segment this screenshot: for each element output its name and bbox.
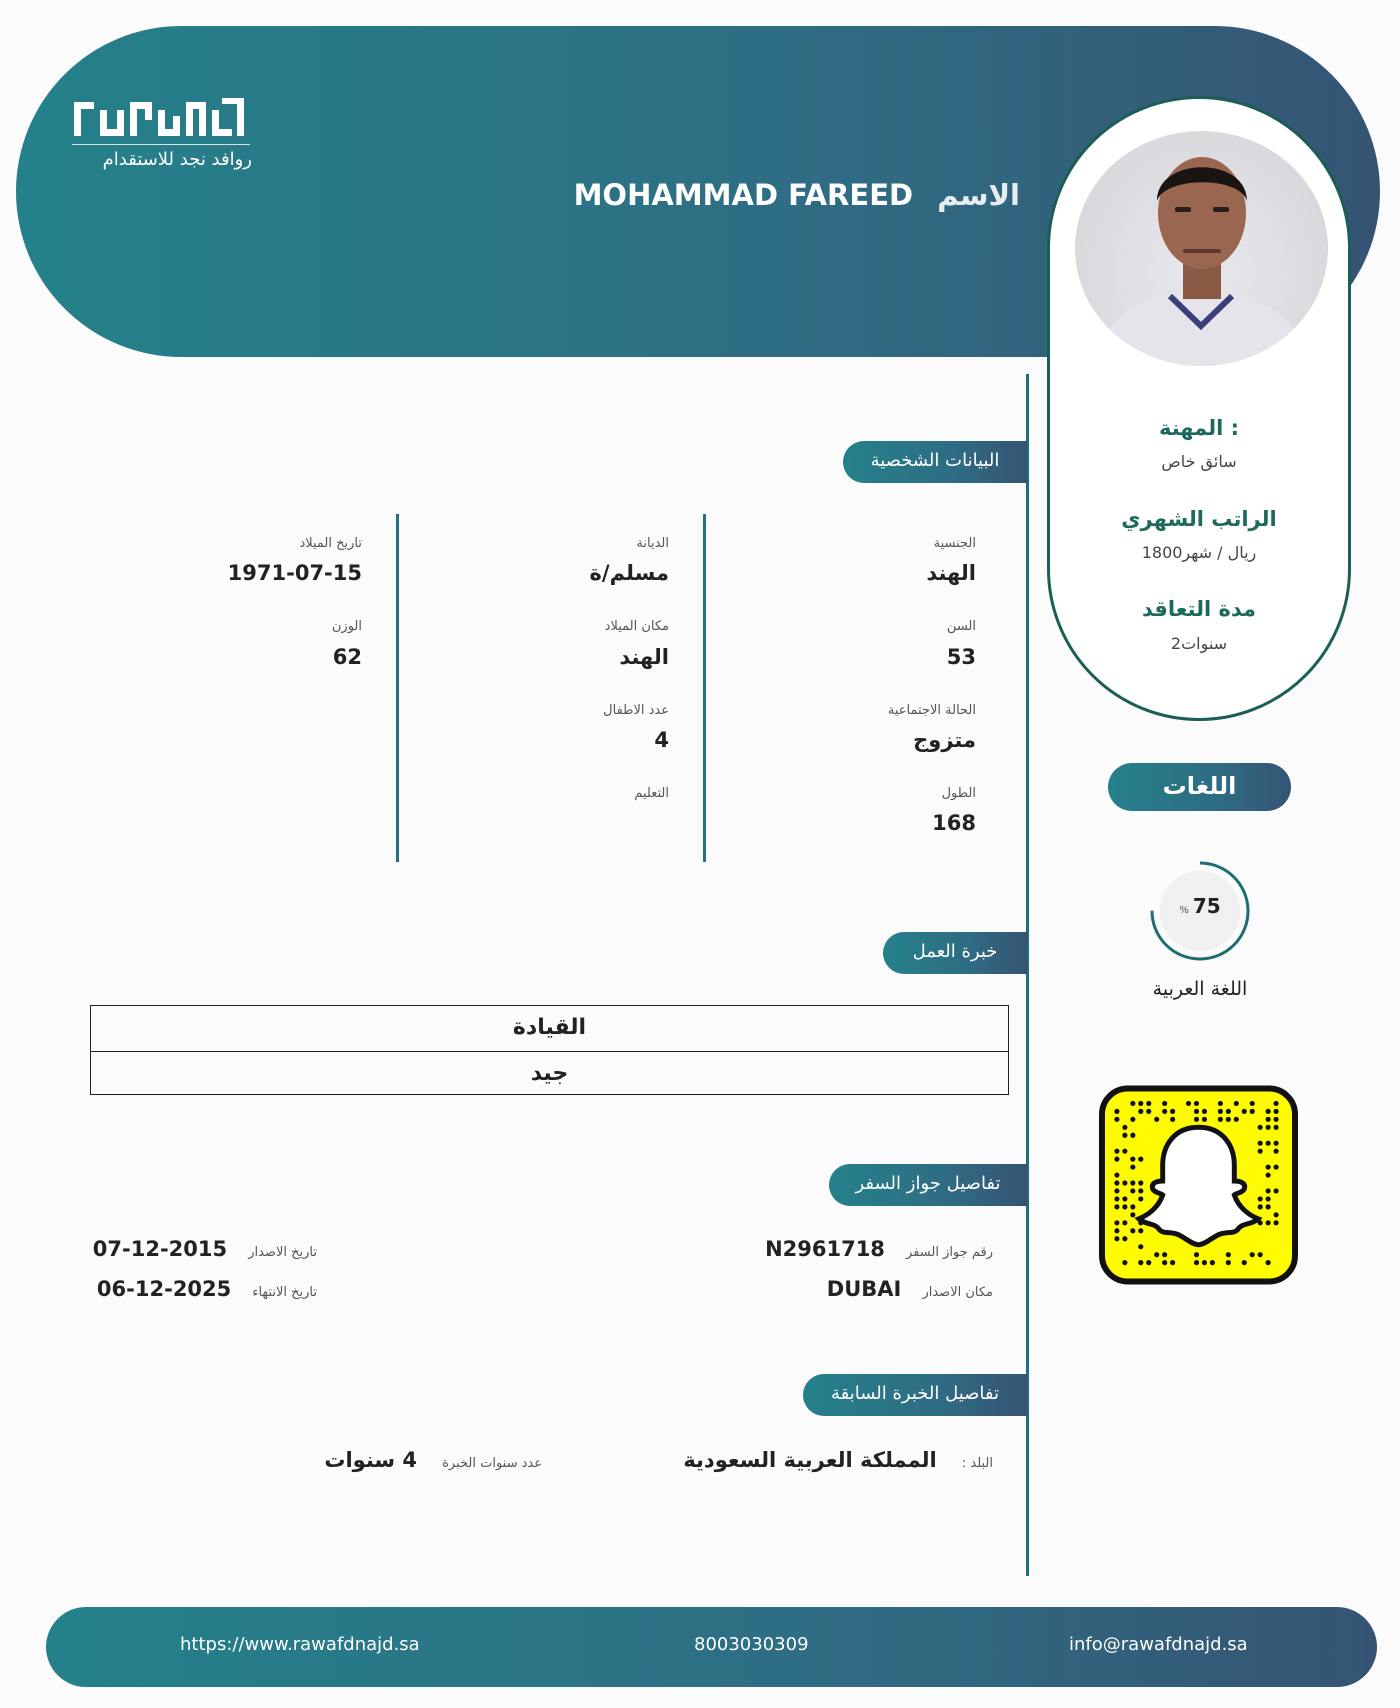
snapcode-dot [1122, 1204, 1127, 1209]
religion-value: مسلم/ة [589, 561, 669, 585]
snapcode-dot [1234, 1117, 1239, 1122]
country-label: البلد : [961, 1456, 993, 1471]
snapcode-dot [1162, 1252, 1167, 1257]
snapcode-dot [1274, 1125, 1279, 1130]
snapcode-dot [1194, 1109, 1199, 1114]
age-label: السن [946, 619, 976, 634]
snapcode-dot [1154, 1117, 1159, 1122]
snapcode-dot [1250, 1252, 1255, 1257]
passport-number-value: N2961718 [765, 1237, 885, 1261]
height-value: 168 [932, 811, 976, 835]
snapcode-dot [1162, 1260, 1167, 1265]
snapcode-dot [1122, 1180, 1127, 1185]
birthdate-label: تاريخ الميلاد [299, 536, 362, 551]
nationality-value: الهند [926, 561, 976, 585]
snapcode-dot [1170, 1109, 1175, 1114]
column-divider [396, 514, 399, 862]
contract-value: 2سنوات [1170, 634, 1228, 653]
snapcode-dot [1234, 1101, 1239, 1106]
skill-name: القيادة [512, 1015, 587, 1040]
snapcode-dot [1186, 1101, 1191, 1106]
snapcode-dot [1122, 1220, 1127, 1225]
snapcode-dot [1154, 1252, 1159, 1257]
snapcode-dot [1274, 1212, 1279, 1217]
previous-years-row [324, 1448, 542, 1472]
snapcode-dot [1122, 1260, 1127, 1265]
snapcode-dot [1258, 1125, 1263, 1130]
snapcode-dot [1130, 1228, 1135, 1233]
snapcode-dot [1258, 1204, 1263, 1209]
person-icon [1075, 131, 1328, 366]
name-label: الاسم [937, 178, 1020, 212]
marital-label: الحالة الاجتماعية [887, 703, 976, 718]
footer-phone[interactable]: 8003030309 [694, 1634, 809, 1655]
snapcode-dot [1274, 1141, 1279, 1146]
snapcode-dot [1114, 1157, 1119, 1162]
snapcode-dot [1114, 1236, 1119, 1241]
snapcode-dot [1114, 1149, 1119, 1154]
snapcode-dot [1146, 1101, 1151, 1106]
snapcode-dot [1130, 1101, 1135, 1106]
passport-number-row [765, 1237, 993, 1261]
salary-label: الراتب الشهري [1121, 507, 1277, 531]
snapcode-dot [1146, 1109, 1151, 1114]
snapcode-dot [1226, 1260, 1231, 1265]
snapcode-dot [1274, 1188, 1279, 1193]
snapcode-dot [1202, 1109, 1207, 1114]
profile-photo [1075, 131, 1328, 366]
language-percent: % 75 [1179, 894, 1221, 918]
snapcode-dot [1266, 1204, 1271, 1209]
name-line [574, 178, 1020, 212]
snapcode-dot [1130, 1165, 1135, 1170]
snapcode-dot [1122, 1196, 1127, 1201]
snapcode-dot [1210, 1260, 1215, 1265]
snapcode-dot [1122, 1236, 1127, 1241]
nationality-label: الجنسية [933, 536, 976, 551]
snapcode-dot [1146, 1260, 1151, 1265]
snapcode-dot [1266, 1220, 1271, 1225]
children-label: عدد الاطفال [603, 703, 669, 718]
snapcode-dot [1218, 1101, 1223, 1106]
passport-issue-row [93, 1237, 317, 1261]
snapcode-dot [1266, 1188, 1271, 1193]
languages-title: اللغات [1108, 763, 1291, 811]
passport-number-label: رقم جواز السفر [906, 1245, 993, 1260]
snapcode-dot [1226, 1109, 1231, 1114]
name-value: MOHAMMAD FAREED [573, 178, 914, 212]
snapcode-icon[interactable] [1099, 1085, 1298, 1285]
snapcode-dot [1138, 1109, 1143, 1114]
snapcode-dot [1218, 1109, 1223, 1114]
previous-country-row [683, 1448, 993, 1472]
weight-value: 62 [332, 645, 362, 669]
birthdate-value: 1971-07-15 [227, 561, 362, 585]
snapcode-dot [1130, 1212, 1135, 1217]
snapcode-dot [1218, 1117, 1223, 1122]
snapcode-dot [1114, 1196, 1119, 1201]
snapcode-dot [1274, 1101, 1279, 1106]
height-label: الطول [941, 786, 976, 801]
snapcode-dot [1114, 1220, 1119, 1225]
snapcode-dot [1274, 1165, 1279, 1170]
footer-email-link[interactable]: info@rawafdnajd.sa [1069, 1634, 1248, 1655]
birthplace-label: مكان الميلاد [604, 619, 669, 634]
section-passport: تفاصيل جواز السفر [829, 1164, 1027, 1206]
snapcode-dot [1226, 1117, 1231, 1122]
issue-date-label: تاريخ الاصدار [248, 1245, 317, 1260]
children-value: 4 [654, 728, 669, 752]
snapcode-dot [1266, 1125, 1271, 1130]
snapcode-dot [1266, 1196, 1271, 1201]
snapcode-dot [1274, 1220, 1279, 1225]
snapcode-dot [1258, 1196, 1263, 1201]
snapcode-dot [1274, 1149, 1279, 1154]
age-value: 53 [946, 645, 976, 669]
issue-date-value: 2015-12-07 [92, 1237, 228, 1261]
snapcode-dot [1114, 1180, 1119, 1185]
skill-level: جيد [91, 1051, 1008, 1097]
snapcode-dot [1250, 1109, 1255, 1114]
snapcode-dot [1138, 1244, 1143, 1249]
years-value: 4 سنوات [324, 1448, 418, 1472]
snapcode-dot [1202, 1117, 1207, 1122]
snapcode-dot [1266, 1117, 1271, 1122]
profession-label: المهنة : [1158, 416, 1240, 440]
logo-mark-icon [72, 96, 250, 142]
snapcode-dot [1114, 1188, 1119, 1193]
snapcode-dot [1122, 1149, 1127, 1154]
snapcode-dot [1266, 1260, 1271, 1265]
snapcode-dot [1258, 1141, 1263, 1146]
snapcode-dot [1170, 1117, 1175, 1122]
snapcode-dot [1138, 1101, 1143, 1106]
snapcode-dot [1138, 1228, 1143, 1233]
section-personal: البيانات الشخصية [843, 441, 1027, 483]
snapcode-dot [1266, 1172, 1271, 1177]
snapcode-dot [1194, 1117, 1199, 1122]
snapcode-dot [1258, 1252, 1263, 1257]
religion-label: الديانة [636, 536, 669, 551]
snapcode-dot [1162, 1101, 1167, 1106]
column-divider [703, 514, 706, 862]
language-name: اللغة العربية [1152, 978, 1248, 1000]
snapcode-dot [1170, 1260, 1175, 1265]
salary-value: 1800ريال / شهر [1141, 543, 1257, 562]
snapcode-dot [1266, 1141, 1271, 1146]
snapcode-dot [1114, 1204, 1119, 1209]
section-experience: خبرة العمل [883, 932, 1027, 974]
logo-text: روافد نجد للاستقدام [102, 149, 252, 170]
snapcode-dot [1130, 1180, 1135, 1185]
snapcode-dot [1258, 1149, 1263, 1154]
contract-label: مدة التعاقد [1141, 597, 1257, 621]
birthplace-value: الهند [619, 645, 669, 669]
snapcode-dot [1130, 1157, 1135, 1162]
snapcode-dot [1194, 1252, 1199, 1257]
snapcode-dot [1114, 1172, 1119, 1177]
snapcode-dot [1138, 1180, 1143, 1185]
snapcode-dot [1226, 1252, 1231, 1257]
marital-value: متزوج [913, 728, 976, 752]
snapcode-dot [1138, 1188, 1143, 1193]
passport-place-value: DUBAI [826, 1277, 902, 1301]
snapcode-dot [1194, 1101, 1199, 1106]
snapcode-dot [1194, 1260, 1199, 1265]
snapcode-dot [1274, 1117, 1279, 1122]
skills-table [90, 1005, 1009, 1095]
snapcode-dot [1122, 1133, 1127, 1138]
snapcode-dot [1114, 1109, 1119, 1114]
expiry-date-value: 2025-12-06 [96, 1277, 232, 1301]
snapcode-dot [1250, 1101, 1255, 1106]
section-previous: تفاصيل الخبرة السابقة [803, 1374, 1027, 1416]
snapcode-dot [1242, 1109, 1247, 1114]
profession-value: سائق خاص [1161, 452, 1237, 471]
snapcode-dot [1162, 1109, 1167, 1114]
snapcode-dot [1138, 1157, 1143, 1162]
snapcode-dot [1138, 1196, 1143, 1201]
snapcode-dot [1130, 1133, 1135, 1138]
snapcode-dot [1122, 1125, 1127, 1130]
country-value: المملكة العربية السعودية [683, 1448, 937, 1472]
passport-place-row [827, 1277, 993, 1301]
snapcode-dot [1202, 1260, 1207, 1265]
years-label: عدد سنوات الخبرة [442, 1456, 542, 1471]
snapcode-dot [1138, 1260, 1143, 1265]
passport-place-label: مكان الاصدار [922, 1285, 993, 1300]
snapcode-dot [1130, 1188, 1135, 1193]
passport-expiry-row [97, 1277, 317, 1301]
snapcode-dot [1266, 1109, 1271, 1114]
snapcode-dot [1130, 1117, 1135, 1122]
expiry-date-label: تاريخ الانتهاء [252, 1285, 317, 1300]
weight-label: الوزن [331, 619, 362, 634]
snapcode-dot [1114, 1228, 1119, 1233]
footer-website-link[interactable]: https://www.rawafdnajd.sa [180, 1634, 420, 1655]
snapcode-dot [1130, 1204, 1135, 1209]
snapcode-dot [1266, 1165, 1271, 1170]
snapcode-dot [1114, 1117, 1119, 1122]
education-label: التعليم [634, 786, 669, 801]
percent-sign: % [1179, 905, 1189, 916]
logo-divider [72, 144, 250, 145]
snapcode-dot [1242, 1260, 1247, 1265]
snapcode-dot [1274, 1109, 1279, 1114]
